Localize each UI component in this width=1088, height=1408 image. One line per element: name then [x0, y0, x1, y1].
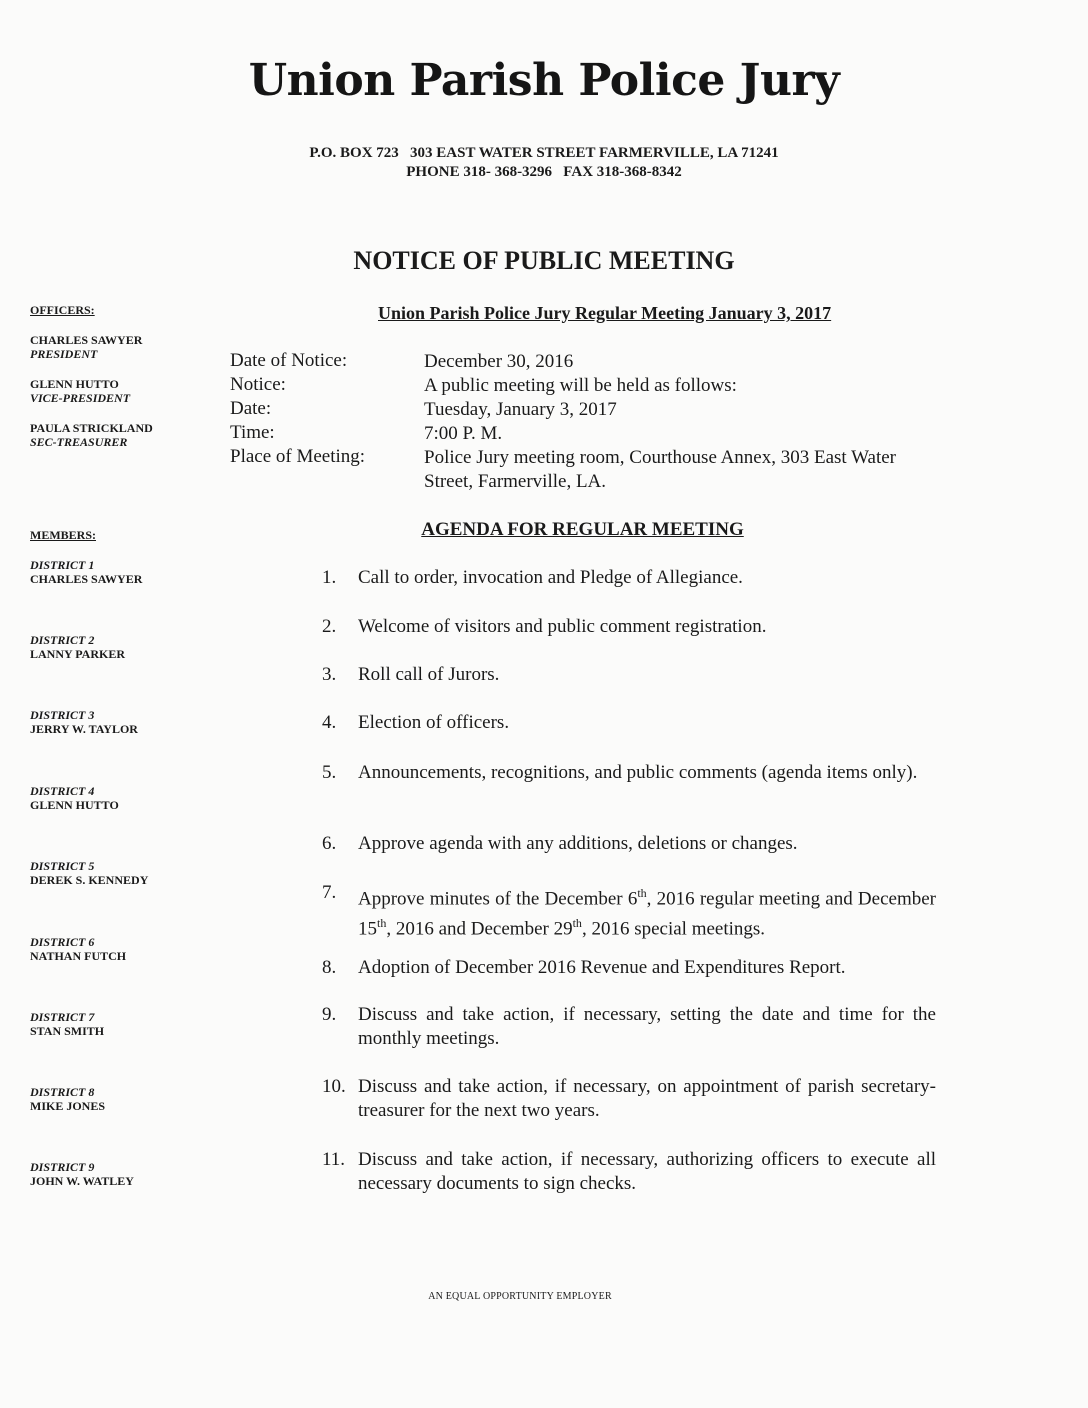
detail-label: Place of Meeting: — [230, 446, 366, 467]
officer-role: SEC-TREASURER — [30, 435, 128, 449]
detail-value: December 30, 2016 — [424, 351, 574, 372]
officer-entry — [30, 377, 130, 405]
agenda-item-number: 10. — [322, 1076, 346, 1097]
member-district: DISTRICT 9 — [30, 1160, 95, 1174]
agenda-item-text: Adoption of December 2016 Revenue and Expenditures Report. — [358, 957, 846, 978]
member-name: STAN SMITH — [30, 1024, 105, 1038]
agenda-item-text — [358, 881, 936, 942]
agenda-item-text: Roll call of Jurors. — [358, 664, 500, 685]
member-district: DISTRICT 4 — [30, 784, 95, 798]
member-entry — [30, 935, 126, 963]
agenda-item — [322, 663, 936, 687]
agenda-item-number: 5. — [322, 762, 337, 783]
agenda-item — [322, 566, 936, 590]
detail-value: 7:00 P. M. — [424, 423, 503, 444]
agenda-item-text-part: , 2016 regular meeting and December 15 — [358, 888, 936, 940]
member-name: JOHN W. WATLEY — [30, 1174, 134, 1188]
officer-name: GLENN HUTTO — [30, 377, 119, 391]
agenda-item — [322, 615, 936, 639]
agenda-item-text: Discuss and take action, if necessary, authorizing officers to execute all necessary documents to sign checks. — [358, 1149, 936, 1194]
agenda-item-text-part: Approve minutes of the December 6 — [358, 888, 638, 910]
agenda-item-text: Election of officers. — [358, 712, 510, 733]
member-district: DISTRICT 1 — [30, 558, 95, 572]
officers-heading: OFFICERS: — [30, 303, 95, 317]
members-heading: MEMBERS: — [30, 528, 96, 542]
agenda-item-text: Approve agenda with any additions, deletions or changes. — [358, 833, 798, 854]
officer-role: VICE-PRESIDENT — [30, 391, 131, 405]
ordinal-suffix: th — [572, 916, 582, 931]
agenda-item — [322, 1075, 936, 1123]
agenda-item — [322, 711, 936, 735]
agenda-item — [322, 1003, 936, 1051]
member-entry — [30, 1085, 105, 1113]
agenda-item — [322, 881, 936, 942]
detail-value: A public meeting will be held as follows: — [424, 375, 737, 396]
member-entry — [30, 859, 148, 887]
agenda-item-number: 9. — [322, 1004, 337, 1025]
member-name: MIKE JONES — [30, 1099, 106, 1113]
meeting-subtitle: Union Parish Police Jury Regular Meeting January 3, 2017 — [378, 303, 832, 323]
member-district: DISTRICT 6 — [30, 935, 95, 949]
officer-name: PAULA STRICKLAND — [30, 421, 153, 435]
agenda-heading: AGENDA FOR REGULAR MEETING — [421, 519, 744, 540]
agenda-item-number: 3. — [322, 664, 337, 685]
member-name: LANNY PARKER — [30, 647, 125, 661]
member-name: DEREK S. KENNEDY — [30, 873, 149, 887]
footer-text: AN EQUAL OPPORTUNITY EMPLOYER — [428, 1291, 612, 1302]
member-name: JERRY W. TAYLOR — [30, 722, 138, 736]
detail-label: Notice: — [230, 374, 286, 395]
member-entry — [30, 1160, 134, 1188]
phone-fax-line: PHONE 318- 368-3296 FAX 318-368-8342 — [406, 164, 682, 180]
detail-label: Date: — [230, 398, 272, 419]
agenda-item-text: Announcements, recognitions, and public comments (agenda items only). — [358, 762, 918, 783]
agenda-item-text-part: , 2016 and December 29 — [386, 918, 573, 940]
member-name: NATHAN FUTCH — [30, 949, 127, 963]
letterhead-title: Union Parish Police Jury — [248, 55, 840, 106]
agenda-item-number: 8. — [322, 957, 337, 978]
member-district: DISTRICT 2 — [30, 633, 95, 647]
agenda-item-text: Call to order, invocation and Pledge of Allegiance. — [358, 567, 743, 588]
agenda-item-number: 11. — [322, 1149, 346, 1170]
member-entry — [30, 1010, 104, 1038]
member-entry — [30, 558, 142, 586]
officer-role: PRESIDENT — [30, 347, 98, 361]
agenda-item-number: 7. — [322, 882, 337, 903]
agenda-item — [322, 956, 936, 980]
agenda-item — [322, 761, 936, 785]
agenda-item-text: Discuss and take action, if necessary, on appointment of parish secretary-treasurer for the next two years. — [358, 1076, 936, 1121]
member-name: CHARLES SAWYER — [30, 572, 143, 586]
detail-label: Date of Notice: — [230, 350, 348, 371]
member-district: DISTRICT 8 — [30, 1085, 95, 1099]
agenda-item — [322, 832, 936, 856]
address-line: P.O. BOX 723 303 EAST WATER STREET FARMERVILLE, LA 71241 — [309, 145, 779, 161]
member-entry — [30, 633, 125, 661]
member-district: DISTRICT 3 — [30, 708, 95, 722]
agenda-item-number: 6. — [322, 833, 337, 854]
member-district: DISTRICT 7 — [30, 1010, 95, 1024]
member-name: GLENN HUTTO — [30, 798, 119, 812]
agenda-item-text: Welcome of visitors and public comment registration. — [358, 616, 767, 637]
member-entry — [30, 708, 138, 736]
agenda-item-text: Discuss and take action, if necessary, setting the date and time for the monthly meetings. — [358, 1004, 936, 1049]
detail-label: Time: — [230, 422, 275, 443]
officer-name: CHARLES SAWYER — [30, 333, 143, 347]
detail-value: Tuesday, January 3, 2017 — [424, 399, 617, 420]
agenda-item-number: 1. — [322, 567, 337, 588]
agenda-item-text-part: , 2016 special meetings. — [581, 918, 766, 940]
member-entry — [30, 784, 119, 812]
agenda-item-number: 4. — [322, 712, 337, 733]
notice-heading: NOTICE OF PUBLIC MEETING — [353, 246, 735, 275]
member-district: DISTRICT 5 — [30, 859, 95, 873]
ordinal-suffix: th — [377, 916, 387, 931]
officer-entry — [30, 333, 142, 361]
agenda-item-number: 2. — [322, 616, 337, 637]
ordinal-suffix: th — [637, 886, 647, 900]
officer-entry — [30, 421, 153, 449]
agenda-item — [322, 1148, 936, 1196]
detail-value: Police Jury meeting room, Courthouse Annex, 303 East Water Street, Farmerville, LA. — [424, 447, 906, 492]
